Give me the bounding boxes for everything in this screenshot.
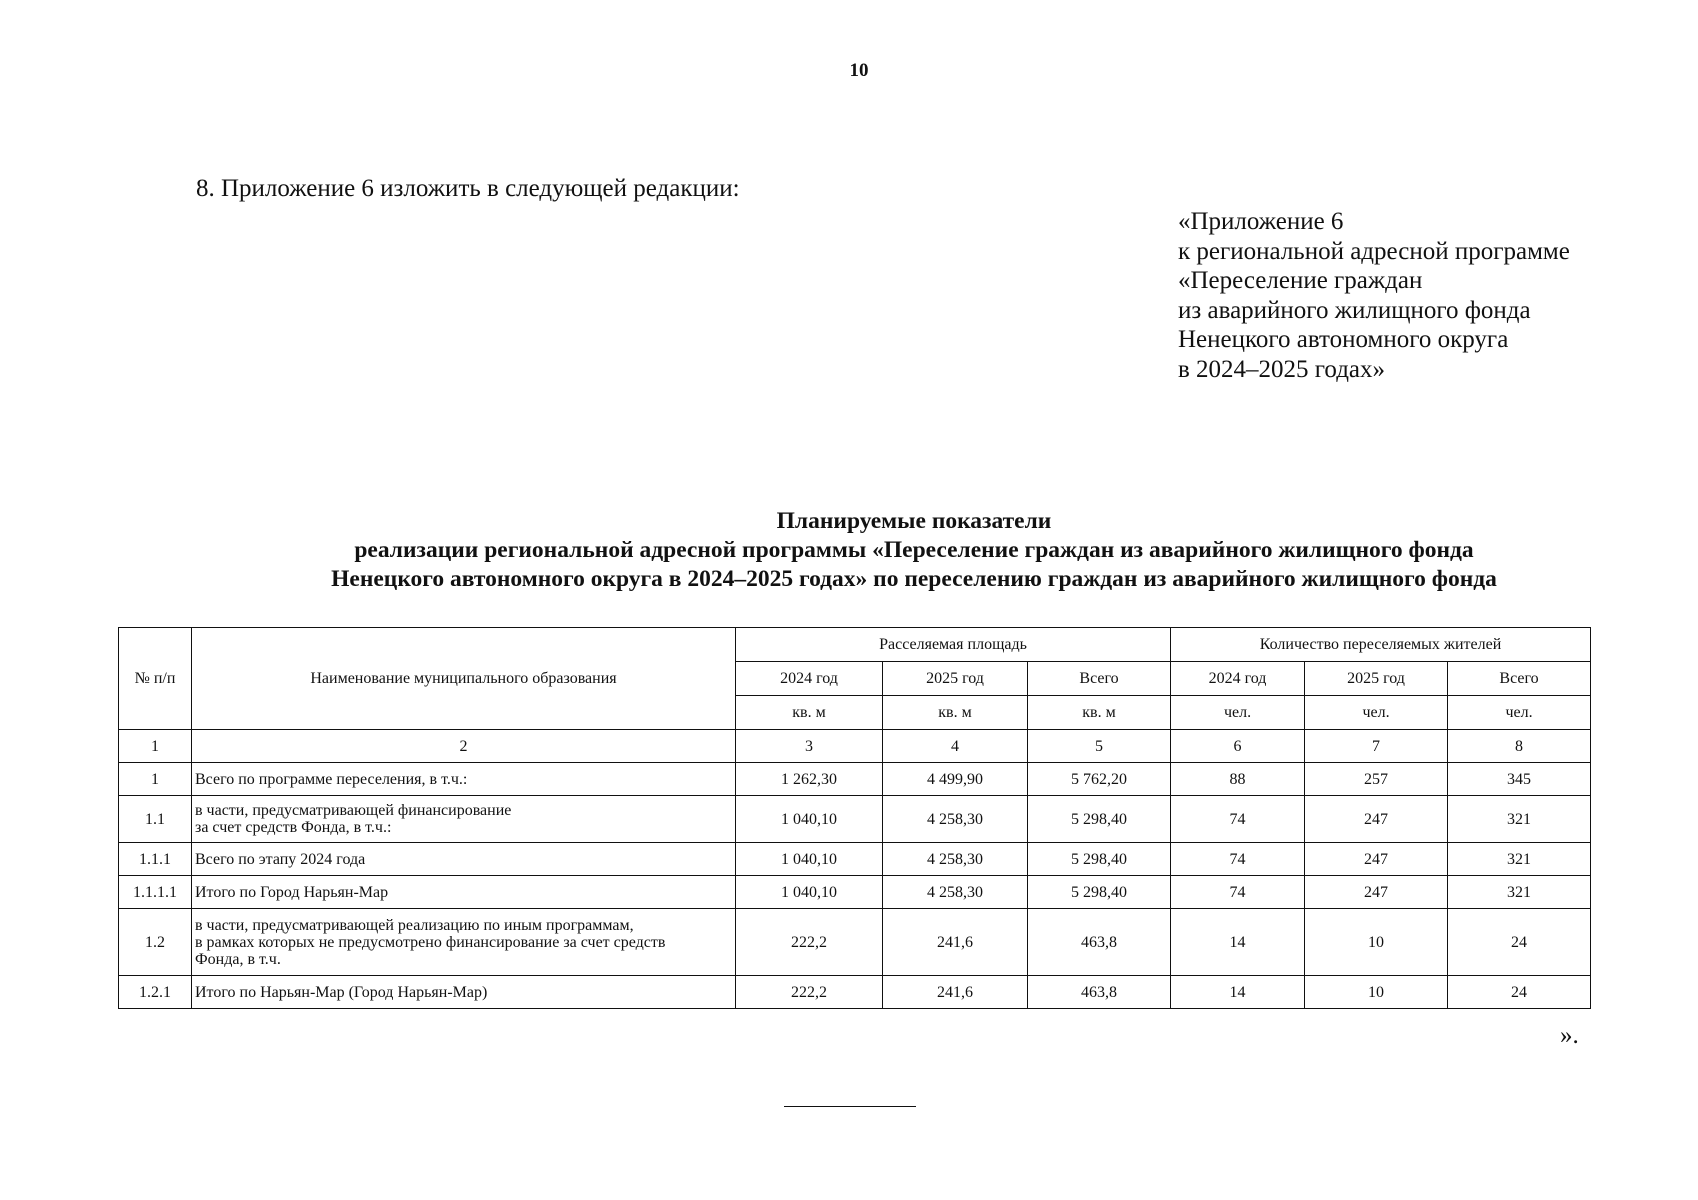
residents-2025: 10 [1305, 976, 1448, 1009]
row-name-line: Всего по программе переселения, в т.ч.: [195, 770, 468, 788]
unit-cell: кв. м [1028, 696, 1171, 730]
column-number: 2 [192, 730, 736, 763]
indicators-table [118, 627, 1591, 1009]
table-row [119, 909, 1591, 976]
header-name: Наименование муниципального образования [192, 628, 736, 730]
unit-cell: кв. м [883, 696, 1028, 730]
appendix-line: в 2024–2025 годах» [1178, 355, 1386, 383]
area-2025: 4 258,30 [883, 843, 1028, 876]
column-number: 5 [1028, 730, 1171, 763]
page-number: 10 [849, 60, 869, 81]
header-area-2025: 2025 год [883, 662, 1028, 696]
area-2025: 241,6 [883, 976, 1028, 1009]
header-area-total: Всего [1028, 662, 1171, 696]
header-residents-2025: 2025 год [1305, 662, 1448, 696]
column-number: 6 [1171, 730, 1305, 763]
residents-total: 321 [1448, 876, 1591, 909]
title-line: реализации региональной адресной программы «Переселение граждан из аварийного жилищного фонда [354, 537, 1474, 563]
area-2024: 1 040,10 [736, 796, 883, 843]
header-no: № п/п [119, 628, 192, 730]
row-name-line: Итого по Нарьян-Мар (Город Нарьян-Мар) [195, 983, 488, 1001]
row-name [192, 909, 736, 976]
row-name-line: в рамках которых не предусмотрено финансирование за счет средств [195, 933, 666, 951]
column-number: 3 [736, 730, 883, 763]
appendix-line: из аварийного жилищного фонда [1178, 296, 1531, 324]
row-name [192, 876, 736, 909]
residents-total: 321 [1448, 796, 1591, 843]
row-name-line: за счет средств Фонда, в т.ч.: [195, 819, 392, 836]
residents-2024: 88 [1171, 763, 1305, 796]
unit-cell: чел. [1305, 696, 1448, 730]
appendix-header [1178, 207, 1570, 384]
unit-cell: кв. м [736, 696, 883, 730]
amendment-instruction: 8. Приложение 6 изложить в следующей редакции: [196, 175, 740, 202]
header-residents-2024: 2024 год [1171, 662, 1305, 696]
area-2024: 1 040,10 [736, 876, 883, 909]
table-row [119, 763, 1591, 796]
residents-2024: 14 [1171, 909, 1305, 976]
header-residents-total: Всего [1448, 662, 1591, 696]
table-row [119, 843, 1591, 876]
appendix-line: «Приложение 6 [1178, 208, 1344, 235]
document-title [118, 507, 1698, 594]
row-name-line: в части, предусматривающей финансирование [195, 802, 512, 819]
residents-2024: 74 [1171, 843, 1305, 876]
unit-cell: чел. [1448, 696, 1591, 730]
closing-quote: ». [1560, 1022, 1579, 1049]
row-no: 1.2.1 [119, 976, 192, 1009]
residents-2024: 74 [1171, 876, 1305, 909]
residents-2025: 247 [1305, 843, 1448, 876]
area-2025: 4 258,30 [883, 796, 1028, 843]
area-2025: 4 258,30 [883, 876, 1028, 909]
row-no: 1.1.1.1 [119, 876, 192, 909]
column-number-row [119, 730, 1591, 763]
unit-cell: чел. [1171, 696, 1305, 730]
header-residents-group: Количество переселяемых жителей [1171, 628, 1591, 662]
residents-total: 321 [1448, 843, 1591, 876]
area-total: 5 298,40 [1028, 796, 1171, 843]
header-row [119, 628, 1591, 662]
table-row [119, 876, 1591, 909]
column-number: 7 [1305, 730, 1448, 763]
area-total: 5 762,20 [1028, 763, 1171, 796]
area-2025: 4 499,90 [883, 763, 1028, 796]
area-total: 5 298,40 [1028, 876, 1171, 909]
column-number: 1 [119, 730, 192, 763]
row-no: 1.2 [119, 909, 192, 976]
row-name [192, 796, 736, 843]
row-name [192, 763, 736, 796]
row-name-line: Итого по Город Нарьян-Мар [195, 883, 389, 901]
table-row [119, 796, 1591, 843]
header-area-2024: 2024 год [736, 662, 883, 696]
area-2024: 222,2 [736, 976, 883, 1009]
residents-2025: 257 [1305, 763, 1448, 796]
area-2025: 241,6 [883, 909, 1028, 976]
column-number: 4 [883, 730, 1028, 763]
residents-total: 24 [1448, 976, 1591, 1009]
area-total: 463,8 [1028, 909, 1171, 976]
title-line: Ненецкого автономного округа в 2024–2025 годах» по переселению граждан из аварийного жилищного фонда [331, 566, 1497, 592]
row-name [192, 843, 736, 876]
table-row [119, 976, 1591, 1009]
area-total: 5 298,40 [1028, 843, 1171, 876]
appendix-line: к региональной адресной программе [1178, 237, 1570, 265]
residents-total: 345 [1448, 763, 1591, 796]
appendix-line: «Переселение граждан [1178, 267, 1423, 294]
residents-total: 24 [1448, 909, 1591, 976]
row-name-line: Фонда, в т.ч. [195, 950, 281, 968]
residents-2025: 247 [1305, 796, 1448, 843]
residents-2025: 247 [1305, 876, 1448, 909]
area-total: 463,8 [1028, 976, 1171, 1009]
residents-2025: 10 [1305, 909, 1448, 976]
area-2024: 222,2 [736, 909, 883, 976]
row-no: 1 [119, 763, 192, 796]
header-area-group: Расселяемая площадь [736, 628, 1171, 662]
area-2024: 1 262,30 [736, 763, 883, 796]
end-divider [784, 1106, 916, 1107]
area-2024: 1 040,10 [736, 843, 883, 876]
row-name-line: Всего по этапу 2024 года [195, 850, 366, 868]
row-name [192, 976, 736, 1009]
title-line: Планируемые показатели [776, 508, 1052, 534]
residents-2024: 74 [1171, 796, 1305, 843]
residents-2024: 14 [1171, 976, 1305, 1009]
row-name-line: в части, предусматривающей реализацию по иным программам, [195, 916, 634, 934]
column-number: 8 [1448, 730, 1591, 763]
row-no: 1.1.1 [119, 843, 192, 876]
appendix-line: Ненецкого автономного округа [1178, 326, 1509, 353]
row-no: 1.1 [119, 796, 192, 843]
